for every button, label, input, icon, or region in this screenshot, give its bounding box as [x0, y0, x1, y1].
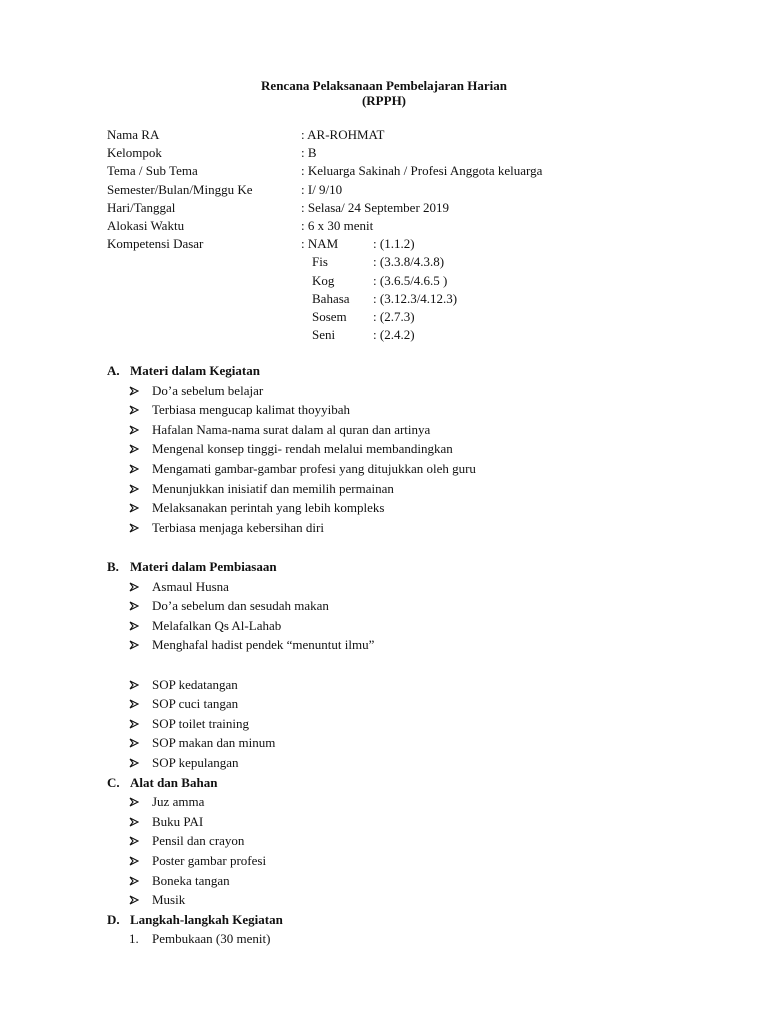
info-value: : Selasa/ 24 September 2019: [301, 199, 450, 215]
arrow-bullet-icon: [129, 523, 139, 533]
info-label: Hari/Tanggal: [107, 199, 176, 215]
arrow-bullet-icon: [129, 503, 139, 513]
arrow-bullet-icon: [129, 444, 139, 454]
arrow-bullet-icon: [129, 582, 139, 592]
arrow-bullet-icon: [129, 680, 139, 690]
document-title: [0, 78, 768, 108]
list-item-text: Terbiasa mengucap kalimat thoyyibah: [152, 402, 350, 418]
arrow-bullet-icon: [129, 817, 139, 827]
kompetensi-value: : (3.12.3/4.12.3): [373, 290, 458, 306]
section-letter: A.: [107, 363, 120, 378]
arrow-bullet-icon: [129, 836, 139, 846]
info-label: Kelompok: [107, 145, 162, 161]
arrow-bullet-icon: [129, 386, 139, 396]
list-item-text: SOP cuci tangan: [152, 696, 239, 712]
list-item-text: Menghafal hadist pendek “menuntut ilmu”: [152, 637, 375, 653]
info-value: : AR-ROHMAT: [301, 127, 385, 142]
section-title: Langkah-langkah Kegiatan: [130, 911, 283, 927]
arrow-bullet-icon: [129, 699, 139, 709]
list-item-text: Mengenal konsep tinggi- rendah melalui membandingkan: [152, 441, 453, 457]
list-item-text: Buku PAI: [152, 813, 204, 829]
kompetensi-code: Sosem: [312, 308, 347, 324]
list-item-text: Pensil dan crayon: [152, 833, 245, 849]
list-item-text: SOP kepulangan: [152, 754, 239, 770]
section-title: Materi dalam Kegiatan: [130, 363, 260, 378]
arrow-bullet-icon: [129, 738, 139, 748]
section-title: Materi dalam Pembiasaan: [130, 559, 277, 574]
arrow-bullet-icon: [129, 758, 139, 768]
numbered-item-text: Pembukaan (30 menit): [152, 931, 271, 947]
kompetensi-code: Seni: [312, 327, 336, 343]
item-number: 1.: [129, 931, 139, 947]
list-item-text: Do’a sebelum dan sesudah makan: [152, 598, 329, 614]
list-item-text: SOP kedatangan: [152, 676, 238, 692]
info-label: Nama RA: [107, 127, 160, 142]
arrow-bullet-icon: [129, 895, 139, 905]
arrow-bullet-icon: [129, 405, 139, 415]
list-item-text: Juz amma: [152, 794, 205, 810]
section-title: Alat dan Bahan: [130, 774, 218, 790]
info-label: Tema / Sub Tema: [107, 163, 198, 179]
list-item-text: Do’a sebelum belajar: [152, 382, 264, 398]
kompetensi-code: Bahasa: [312, 290, 350, 306]
kompetensi-value: : (3.6.5/4.6.5 ): [373, 272, 448, 288]
info-label: Alokasi Waktu: [107, 217, 185, 233]
arrow-bullet-icon: [129, 425, 139, 435]
section-letter: C.: [107, 774, 120, 790]
arrow-bullet-icon: [129, 601, 139, 611]
list-item-text: Menunjukkan inisiatif dan memilih permainan: [152, 480, 394, 496]
title-line-2: (RPPH): [361, 93, 407, 108]
list-item-text: Terbiasa menjaga kebersihan diri: [152, 519, 324, 535]
arrow-bullet-icon: [129, 856, 139, 866]
arrow-bullet-icon: [129, 719, 139, 729]
info-value: : NAM: [301, 236, 339, 252]
list-item-text: Asmaul Husna: [152, 578, 229, 594]
kompetensi-value: : (2.7.3): [373, 308, 415, 324]
list-item-text: Melaksanakan perintah yang lebih kompleks: [152, 500, 385, 516]
arrow-bullet-icon: [129, 484, 139, 494]
kompetensi-code: Kog: [312, 272, 335, 288]
arrow-bullet-icon: [129, 876, 139, 886]
info-value: : 6 x 30 menit: [301, 217, 374, 233]
kompetensi-value: : (2.4.2): [373, 327, 415, 343]
list-item-text: Boneka tangan: [152, 872, 230, 888]
list-item-text: Melafalkan Qs Al-Lahab: [152, 617, 282, 633]
list-item-text: SOP makan dan minum: [152, 735, 276, 751]
kompetensi-value: : (3.3.8/4.3.8): [373, 254, 445, 270]
list-item-text: SOP toilet training: [152, 715, 250, 731]
list-item-text: Musik: [152, 892, 186, 908]
kompetensi-nam-value: : (1.1.2): [373, 236, 415, 252]
info-label: Kompetensi Dasar: [107, 236, 204, 252]
arrow-bullet-icon: [129, 640, 139, 650]
title-line-1: Rencana Pelaksanaan Pembelajaran Harian: [261, 78, 507, 93]
list-item-text: Hafalan Nama-nama surat dalam al quran dan artinya: [152, 421, 431, 437]
kompetensi-code: Fis: [312, 254, 328, 270]
arrow-bullet-icon: [129, 621, 139, 631]
info-value: : Keluarga Sakinah / Profesi Anggota keluarga: [301, 163, 543, 179]
info-value: : I/ 9/10: [301, 181, 343, 197]
section-letter: D.: [107, 911, 120, 927]
info-label: Semester/Bulan/Minggu Ke: [107, 181, 253, 197]
arrow-bullet-icon: [129, 464, 139, 474]
section-letter: B.: [107, 559, 119, 574]
arrow-bullet-icon: [129, 797, 139, 807]
info-value: : B: [301, 145, 317, 161]
list-item-text: Mengamati gambar-gambar profesi yang ditujukkan oleh guru: [152, 460, 476, 476]
list-item-text: Poster gambar profesi: [152, 852, 267, 868]
